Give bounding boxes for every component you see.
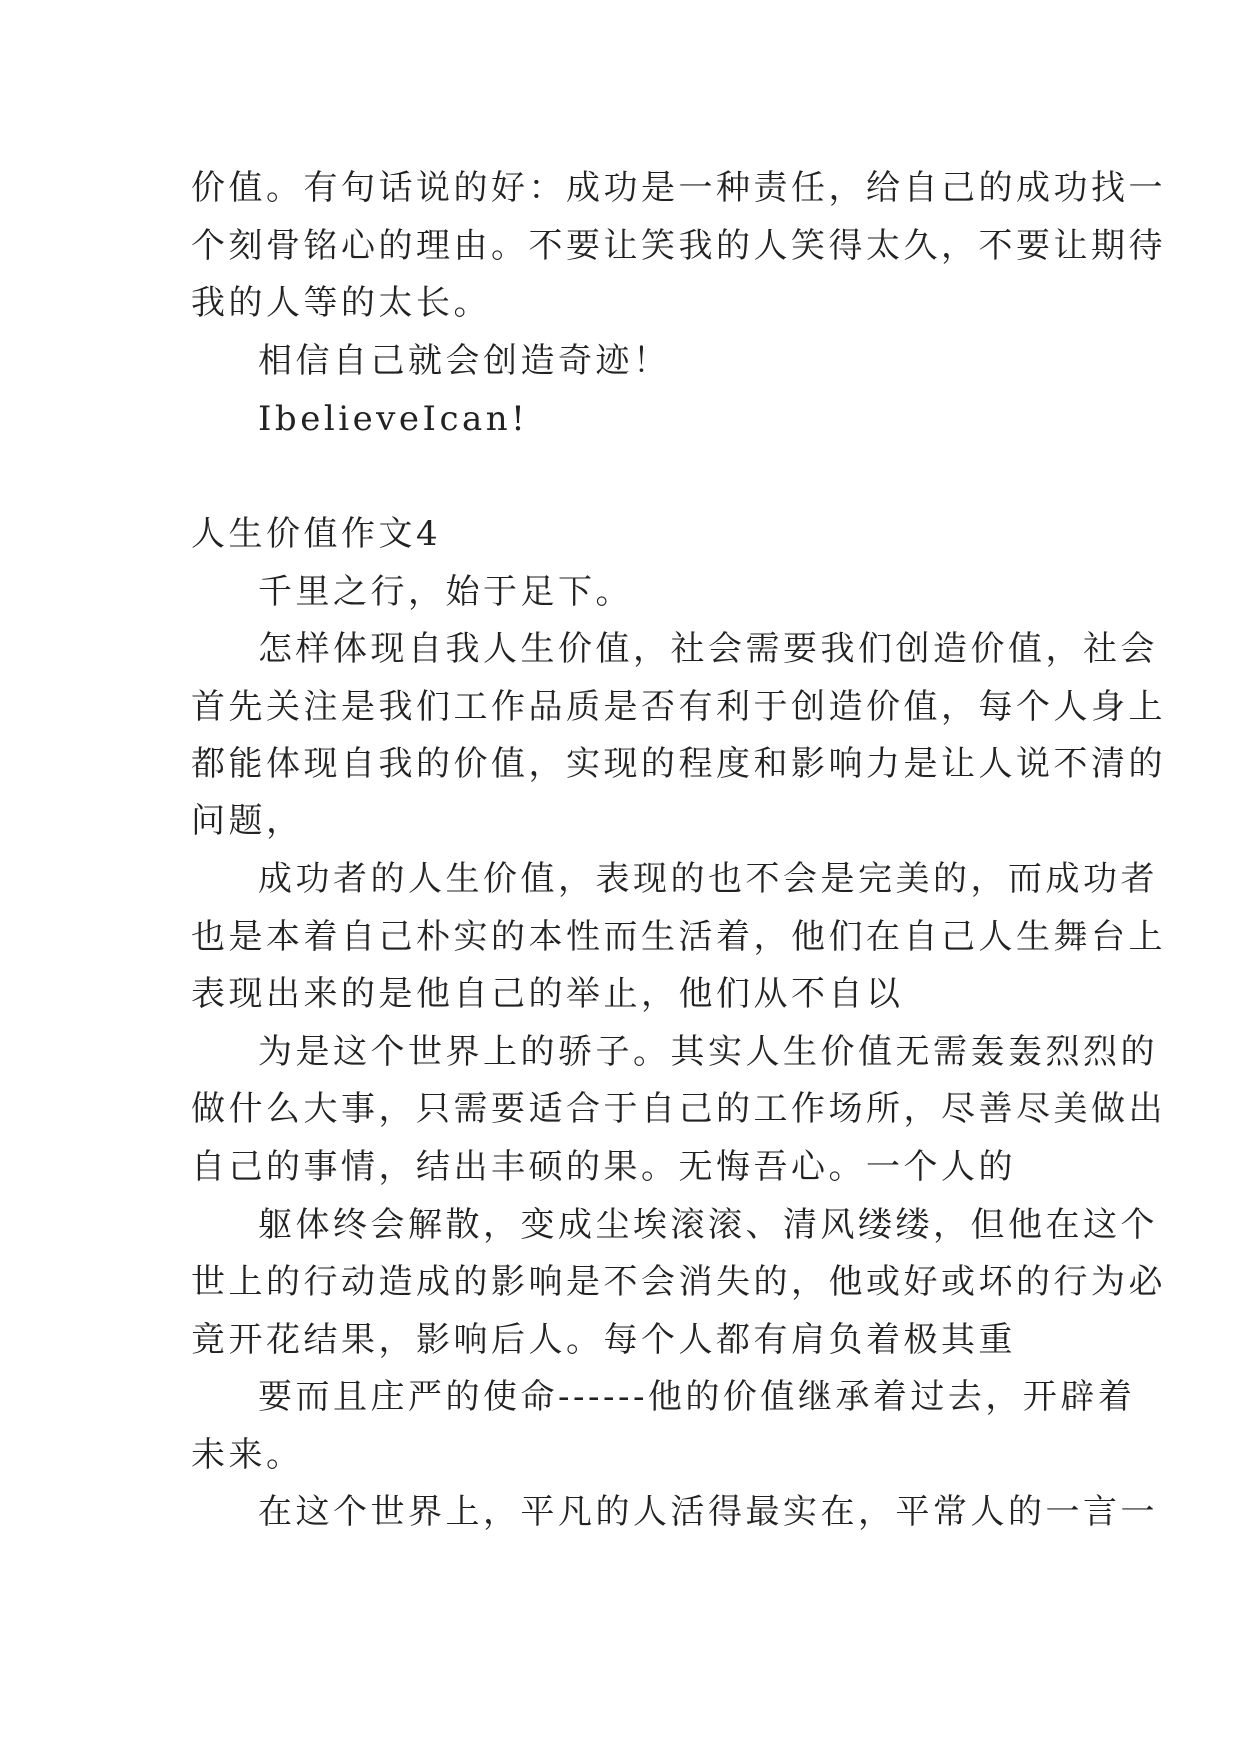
text-line-1: 价值。有句话说的好：成功是一种责任，给自己的成功找一 (191, 168, 1166, 208)
text-line-4: 相信自己就会创造奇迹！ (258, 341, 671, 381)
text-line-11: 问题， (191, 801, 304, 841)
text-line-16: 做什么大事，只需要适合于自己的工作场所，尽善尽美做出 (191, 1089, 1166, 1129)
text-line-22: 未来。 (191, 1435, 304, 1475)
text-line-2: 个刻骨铭心的理由。不要让笑我的人笑得太久，不要让期待 (191, 226, 1166, 266)
text-line-15: 为是这个世界上的骄子。其实人生价值无需轰轰烈烈的 (258, 1032, 1158, 1072)
text-line-18: 躯体终会解散，变成尘埃滚滚、清风缕缕，但他在这个 (258, 1205, 1158, 1245)
text-line-12: 成功者的人生价值，表现的也不会是完美的，而成功者 (258, 859, 1158, 899)
text-line-19: 世上的行动造成的影响是不会消失的，他或好或坏的行为必 (191, 1262, 1166, 1302)
text-line-7: 千里之行，始于足下。 (258, 572, 633, 612)
text-line-3: 我的人等的太长。 (191, 283, 491, 323)
text-line-23: 在这个世界上，平凡的人活得最实在，平常人的一言一 (258, 1492, 1158, 1532)
text-line-9: 首先关注是我们工作品质是否有利于创造价值，每个人身上 (191, 687, 1166, 727)
text-line-10: 都能体现自我的价值，实现的程度和影响力是让人说不清的 (191, 744, 1166, 784)
text-line-8: 怎样体现自我人生价值，社会需要我们创造价值，社会 (258, 629, 1158, 669)
text-line-21: 要而且庄严的使命------他的价值继承着过去，开辟着 (258, 1377, 1136, 1417)
text-line-14: 表现出来的是他自己的举止，他们从不自以 (191, 974, 904, 1014)
text-line-13: 也是本着自己朴实的本性而生活着，他们在自己人生舞台上 (191, 917, 1166, 957)
text-line-17: 自己的事情，结出丰硕的果。无悔吾心。一个人的 (191, 1147, 1016, 1187)
text-line-20: 竟开花结果，影响后人。每个人都有肩负着极其重 (191, 1320, 1016, 1360)
section-heading: 人生价值作文4 (191, 514, 442, 554)
text-line-5: IbelieveIcan! (258, 399, 529, 439)
